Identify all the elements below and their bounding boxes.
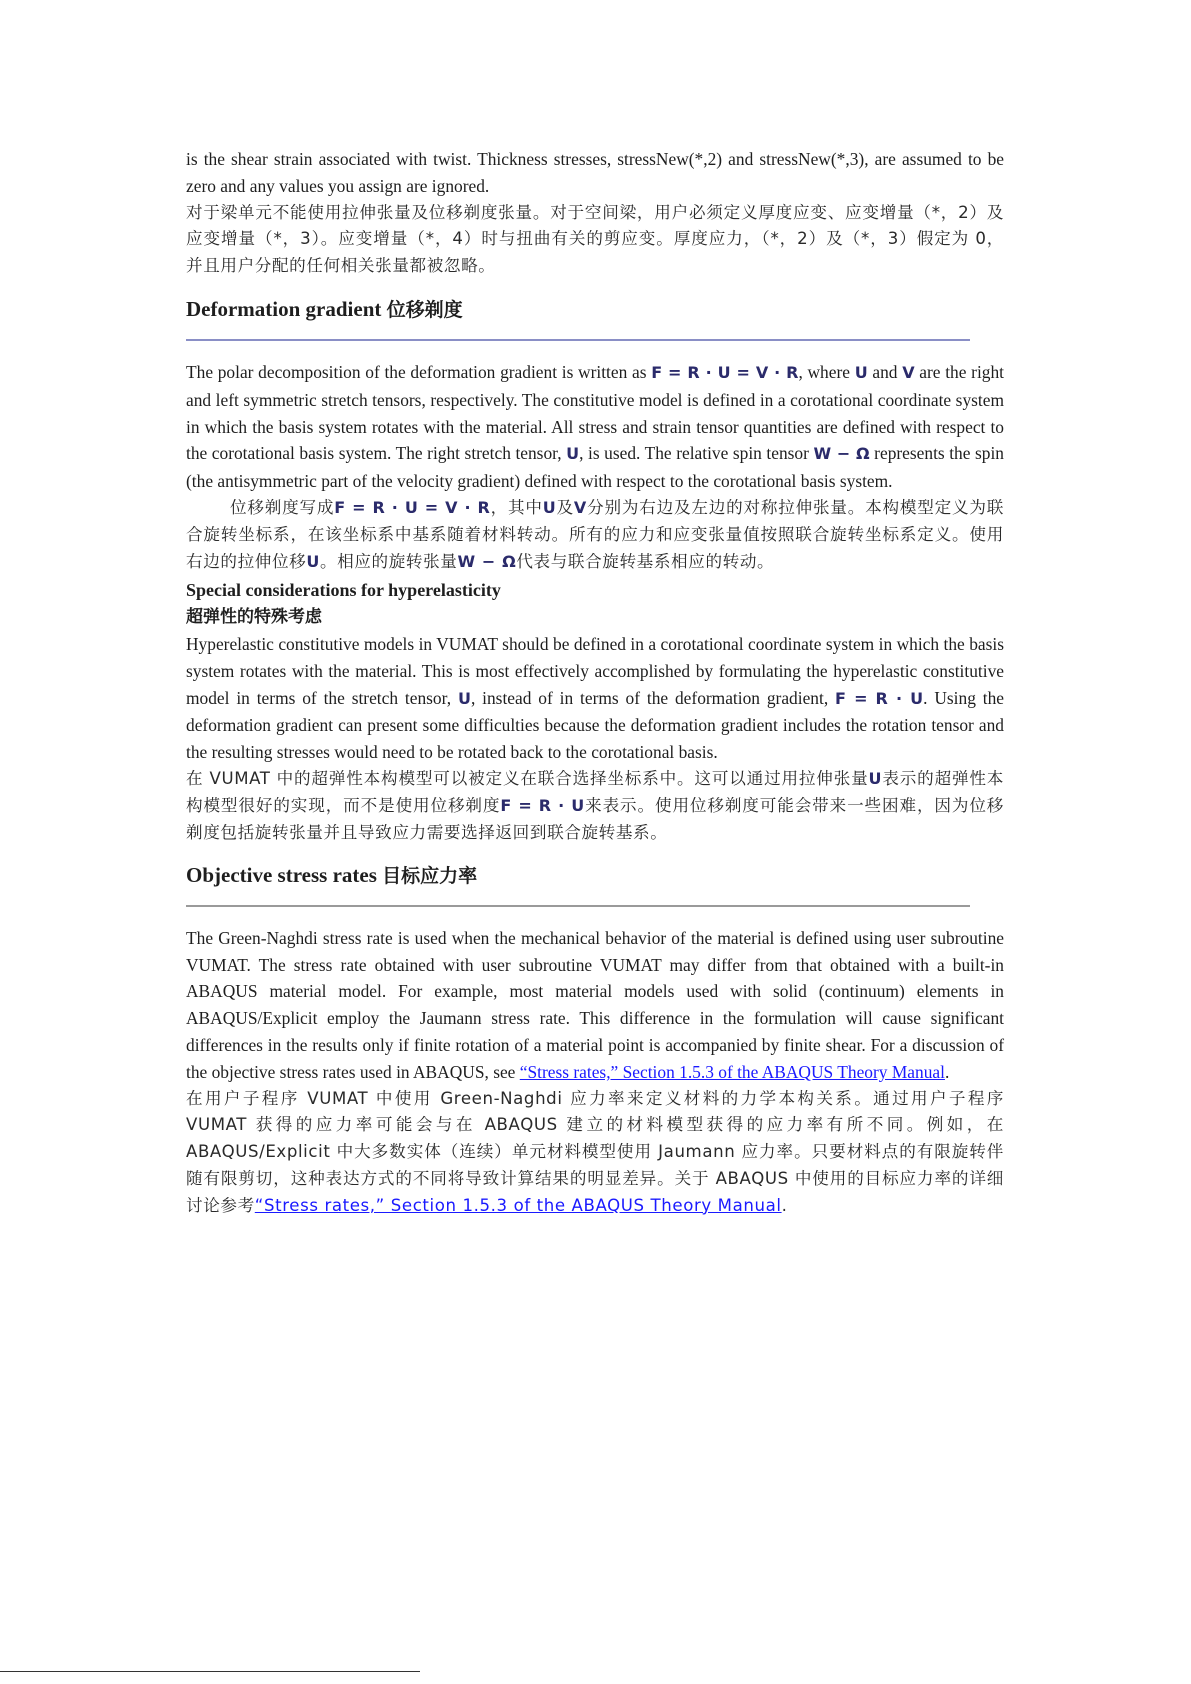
equation-spin: W − Ω bbox=[813, 444, 870, 464]
paragraph-hyperelastic-en: Hyperelastic constitutive models in VUMAT should be defined in a corotational coordinate system in which the basis system rotates with the material. This is most effectively accomplished by formulating the hyperelastic constitutive model in terms of the stretch tensor, U, instead of in terms of the deformation gradient, F = R · U. Using the deformation gradient can present some difficulties because the deformation gradient includes the rotation tensor and the resulting stresses would need to be rotated back to the corotational basis. bbox=[186, 633, 1005, 763]
symbol-u: U bbox=[868, 768, 883, 788]
subheading-hyperelasticity-cn: 超弹性的特殊考虑 bbox=[186, 607, 322, 628]
heading-objective-stress-rates-cn: 目标应力率 bbox=[382, 865, 478, 888]
footnote-divider bbox=[0, 1671, 420, 1672]
section-divider bbox=[186, 339, 970, 341]
paragraph-stress-rates-en: The Green-Naghdi stress rate is used when the mechanical behavior of the material is defined using user subroutine VUMAT. The stress rate obtained with user subroutine VUMAT may differ from that obtained with a built-in ABAQUS material model. For example, most material models used with solid (continuum) elements in ABAQUS/Explicit employ the Jaumann stress rate. This difference in the formulation will cause significant differences in the results only if finite rotation of a material point is accompanied by finite shear. For a discussion of the objective stress rates used in ABAQUS, see “Stress rates,” Section 1.5.3 of the ABAQUS Theory Manual. bbox=[186, 927, 1004, 1082]
symbol-v: V bbox=[902, 362, 915, 382]
stress-rates-link[interactable]: “Stress rates,” Section 1.5.3 of the ABAQUS Theory Manual bbox=[519, 1061, 945, 1082]
heading-deformation-gradient bbox=[186, 294, 1004, 325]
symbol-u: U bbox=[566, 444, 580, 464]
subheading-hyperelasticity: Special considerations for hyperelasticity bbox=[186, 580, 501, 601]
paragraph-polar-decomposition-cn: 位移剃度写成F = R · U = V · R，其中U及V分别为右边及左边的对称拉伸张量。本构模型定义为联合旋转坐标系，在该坐标系中基系随着材料转动。所有的应力和应变张量值按照联合旋转坐标系定义。使用右边的拉伸位移U。相应的旋转张量W − Ω代表与联合旋转基系相应的转动。 bbox=[186, 497, 1004, 571]
heading-objective-stress-rates-en: Objective stress rates bbox=[186, 863, 377, 888]
symbol-u: U bbox=[542, 497, 557, 517]
symbol-u: U bbox=[457, 688, 471, 708]
heading-objective-stress-rates bbox=[186, 860, 1004, 891]
equation-polar: F = R · U = V · R bbox=[651, 362, 799, 382]
paragraph-thickness-en: is the shear strain associated with twist. Thickness stresses, stressNew(*,2) and stressNew(*,3), are assumed to be zero and any values you assign are ignored. bbox=[186, 149, 1004, 196]
symbol-v: V bbox=[573, 497, 587, 517]
equation-spin: W − Ω bbox=[457, 551, 517, 571]
section-divider bbox=[186, 905, 970, 907]
heading-deformation-gradient-en: Deformation gradient bbox=[186, 296, 382, 321]
paragraph-hyperelastic-cn: 在 VUMAT 中的超弹性本构模型可以被定义在联合选择坐标系中。这可以通过用拉伸张量U表示的超弹性本构模型很好的实现，而不是使用位移剃度F = R · U来表示。使用位移剃度可能会带来一些困难，因为位移剃度包括旋转张量并且导致应力需要选择返回到联合旋转基系。 bbox=[186, 768, 1004, 842]
symbol-u: U bbox=[854, 362, 868, 382]
paragraph-polar-decomposition-en: The polar decomposition of the deformation gradient is written as F = R · U = V · R, where U and V are the right and left symmetric stretch tensors, respectively. The constitutive model is defined in a corotational coordinate system in which the basis system rotates with the material. All stress and strain tensor quantities are defined with respect to the corotational basis system. The right stretch tensor, U, is used. The relative spin tensor W − Ω represents the spin (the antisymmetric part of the velocity gradient) defined with respect to the corotational basis system. bbox=[186, 361, 1005, 492]
equation-polar: F = R · U = V · R bbox=[334, 497, 491, 517]
equation-deformation: F = R · U bbox=[835, 688, 924, 708]
heading-deformation-gradient-cn: 位移剃度 bbox=[386, 298, 463, 321]
document-page bbox=[186, 146, 1004, 1220]
equation-deformation: F = R · U bbox=[500, 795, 585, 815]
paragraph-stress-rates-cn: 在用户子程序 VUMAT 中使用 Green-Naghdi 应力率来定义材料的力学本构关系。通过用户子程序 VUMAT 获得的应力率可能会与在 ABAQUS 建立的材料模型获得的应力率有所不同。例如，在 ABAQUS/Explicit 中大多数实体（连续）单元材料模型使用 Jaumann 应力率。只要材料点的有限旋转伴随有限剪切，这种表达方式的不同将导致计算结果的明显差异。关于 ABAQUS 中使用的目标应力率的详细讨论参考“Stress rates,” Section 1.5.3 of the ABAQUS Theory Manual. bbox=[186, 1088, 1004, 1215]
symbol-u: U bbox=[306, 551, 320, 571]
paragraph-thickness-cn: 对于梁单元不能使用拉伸张量及位移剃度张量。对于空间梁，用户必须定义厚度应变、应变增量（*，2）及应变增量（*，3）。应变增量（*，4）时与扭曲有关的剪应变。厚度应力，（*，2）及（*，3）假定为 0，并且用户分配的任何相关张量都被忽略。 bbox=[186, 202, 1004, 276]
stress-rates-link[interactable]: “Stress rates,” Section 1.5.3 of the ABAQUS Theory Manual bbox=[254, 1195, 782, 1215]
